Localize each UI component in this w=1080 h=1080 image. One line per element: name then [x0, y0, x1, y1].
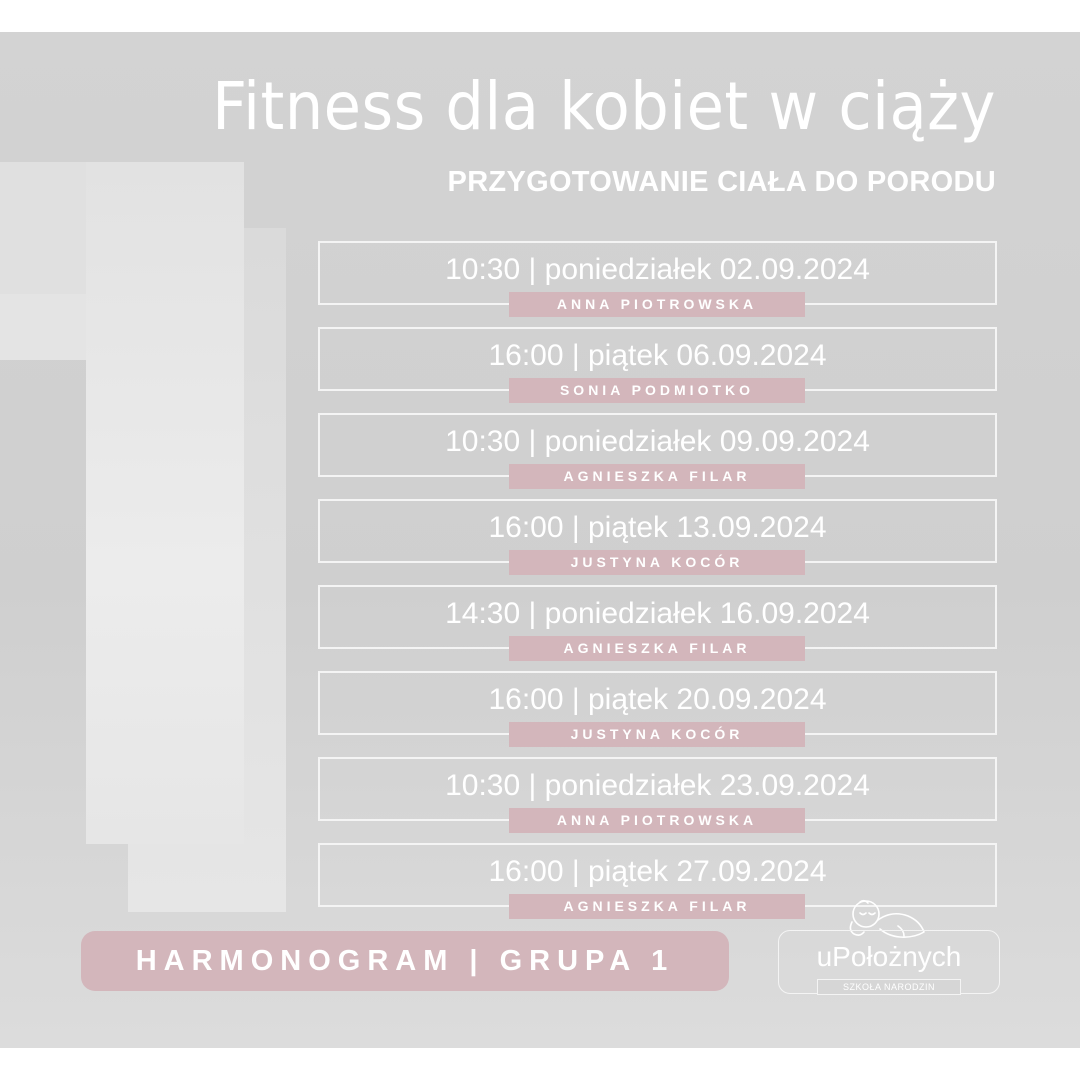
instructor-label: ANNA PIOTROWSKA — [509, 292, 805, 317]
instructor-label: ANNA PIOTROWSKA — [509, 808, 805, 833]
schedule-item — [318, 327, 997, 413]
logo-tagline: SZKOŁA NARODZIN — [817, 979, 961, 995]
session-datetime: 16:00 | piątek 27.09.2024 — [488, 855, 827, 888]
instructor-label: JUSTYNA KOCÓR — [509, 550, 805, 575]
instructor-label: SONIA PODMIOTKO — [509, 378, 805, 403]
group-badge: HARMONOGRAM | GRUPA 1 — [81, 931, 729, 991]
session-datetime: 16:00 | piątek 13.09.2024 — [488, 511, 827, 544]
session-datetime: 10:30 | poniedziałek 09.09.2024 — [445, 425, 870, 458]
instructor-label: AGNIESZKA FILAR — [509, 636, 805, 661]
schedule-item — [318, 241, 997, 327]
session-datetime: 16:00 | piątek 20.09.2024 — [488, 683, 827, 716]
schedule-item — [318, 499, 997, 585]
decorative-shape — [0, 294, 86, 360]
session-datetime: 14:30 | poniedziałek 16.09.2024 — [445, 597, 870, 630]
session-datetime: 16:00 | piątek 06.09.2024 — [488, 339, 827, 372]
session-datetime: 10:30 | poniedziałek 23.09.2024 — [445, 769, 870, 802]
logo-wordmark: uPołożnych — [816, 941, 962, 972]
session-datetime: 10:30 | poniedziałek 02.09.2024 — [445, 253, 870, 286]
page-title: Fitness dla kobiet w ciąży — [212, 68, 996, 145]
page-subtitle: PRZYGOTOWANIE CIAŁA DO PORODU — [447, 166, 996, 198]
schedule-item — [318, 757, 997, 843]
instructor-label: JUSTYNA KOCÓR — [509, 722, 805, 747]
schedule-item — [318, 413, 997, 499]
schedule-item — [318, 585, 997, 671]
instructor-label: AGNIESZKA FILAR — [509, 894, 805, 919]
schedule-item — [318, 671, 997, 757]
schedule-list — [318, 241, 997, 929]
instructor-label: AGNIESZKA FILAR — [509, 464, 805, 489]
school-logo — [778, 930, 1000, 994]
decorative-number-one — [86, 162, 244, 844]
